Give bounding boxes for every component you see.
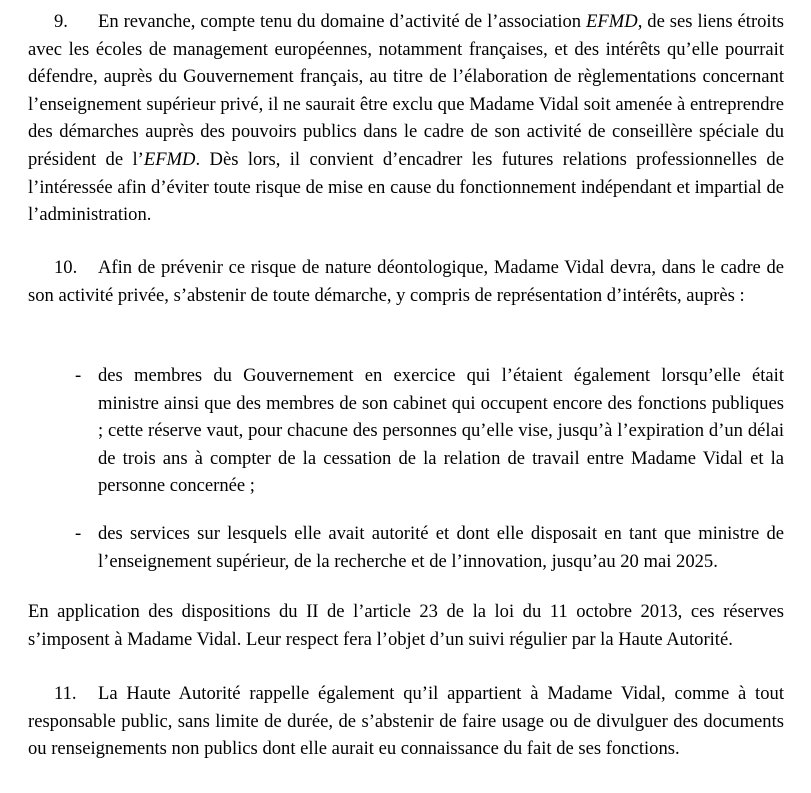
paragraph-10 [28, 254, 784, 309]
paragraph-9 [28, 8, 784, 229]
paragraph-text: En revanche, compte tenu du domaine d’activité de l’association [98, 11, 587, 32]
paragraph-number: 9. [54, 11, 68, 32]
paragraph-text: En application des dispositions du II de l’article 23 de la loi du 11 octobre 2013, ces réserves s’imposent à Madame Vidal. Leur respect fera l’objet d’un suivi régulier par la Haute Autorité. [28, 601, 784, 650]
list-item: des services sur lesquels elle avait autorité et dont elle disposait en tant que ministre de l’enseignement supérieur, de la recherche et de l’innovation, jusqu’au 20 mai 2025. [98, 523, 784, 572]
paragraph-text: Afin de prévenir ce risque de nature déontologique, Madame Vidal devra, dans le cadre de son activité privée, s’abstenir de toute démarche, y compris de représentation d’intérêts, auprès : [28, 257, 784, 306]
paragraph-text: . Dès lors, il convient d’encadrer les futures relations professionnelles de l’intéressée afin d’éviter toute risque de mise en cause du fonctionnement indépendant et impartial de l’administration. [28, 148, 784, 226]
paragraph-11 [28, 680, 784, 763]
paragraph-text: La Haute Autorité rappelle également qu’il appartient à Madame Vidal, comme à tout responsable public, sans limite de durée, de s’abstenir de faire usage ou de divulguer des documents ou renseignements non publics dont elle aurait eu connaissance du fait de ses fonctions. [28, 683, 784, 760]
paragraph-number: 11. [54, 683, 77, 704]
list-item: des membres du Gouvernement en exercice qui l’étaient également lorsqu’elle était ministre ainsi que des membres de son cabinet qui occupent encore des fonctions publiques ; cette réserve vaut, pour chacune des personnes qu’elle vise, jusqu’à l’expiration d’un délai de trois ans à compter de la cessation de la relation de travail entre Madame Vidal et la personne concernée ; [98, 365, 784, 497]
organization-name: EFMD [586, 11, 638, 32]
application-paragraph [28, 598, 784, 653]
list-bullet: - [75, 365, 82, 386]
list-bullet: - [75, 523, 82, 544]
paragraph-number: 10. [54, 257, 78, 278]
organization-name: EFMD [143, 148, 196, 170]
paragraph-text: , de ses liens étroits avec les écoles de management européennes, notamment françaises, et des intérêts qu’elle pourrait défendre, auprès du Gouvernement français, au titre de l’élaboration de règlementations concernant l’enseignement supérieur privé, il ne saurait être exclu que Madame Vidal soit amenée à entreprendre des démarches auprès des pouvoirs publics dans le cadre de son activité de conseillère spéciale du président de l’ [28, 11, 785, 170]
